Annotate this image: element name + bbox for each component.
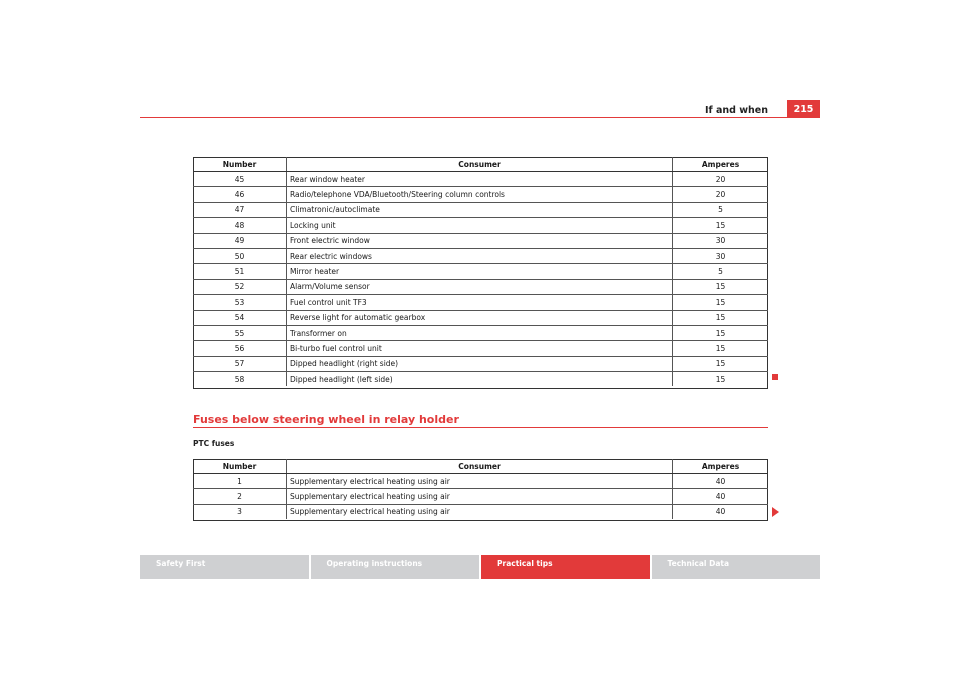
cell-number: 51 xyxy=(193,264,287,279)
footer-tab-operating-instructions[interactable]: Operating instructions xyxy=(311,555,480,579)
cell-amperes: 15 xyxy=(673,279,769,294)
cell-number: 1 xyxy=(193,474,287,489)
continue-arrow-icon xyxy=(772,507,779,517)
table-header-row xyxy=(193,157,768,172)
cell-number: 48 xyxy=(193,218,287,233)
sub-heading: PTC fuses xyxy=(193,439,235,448)
footer-tab-practical-tips[interactable]: Practical tips xyxy=(481,555,650,579)
cell-number: 55 xyxy=(193,325,287,340)
footer-tab-technical-data[interactable]: Technical Data xyxy=(652,555,821,579)
cell-consumer: Supplementary electrical heating using air xyxy=(287,489,673,504)
table-row xyxy=(193,372,768,387)
cell-consumer: Rear window heater xyxy=(287,172,673,187)
table-row xyxy=(193,264,768,279)
cell-number: 46 xyxy=(193,187,287,202)
cell-amperes: 20 xyxy=(673,172,769,187)
page-number: 215 xyxy=(787,100,820,118)
cell-consumer: Reverse light for automatic gearbox xyxy=(287,310,673,325)
table-row xyxy=(193,202,768,217)
section-rule xyxy=(193,427,768,428)
cell-amperes: 5 xyxy=(673,202,769,217)
column-header-amperes: Amperes xyxy=(673,459,769,474)
cell-consumer: Locking unit xyxy=(287,218,673,233)
cell-number: 58 xyxy=(234,374,245,384)
cell-amperes: 40 xyxy=(673,489,769,504)
cell-number: 54 xyxy=(193,310,287,325)
cell-amperes: 15 xyxy=(673,218,769,233)
fuse-table-1 xyxy=(193,157,768,386)
table-row xyxy=(193,172,768,187)
cell-number: 53 xyxy=(193,295,287,310)
cell-amperes: 15 xyxy=(715,374,726,384)
page-title: If and when xyxy=(704,105,768,116)
table-row xyxy=(193,474,768,489)
cell-number: 49 xyxy=(193,233,287,248)
cell-amperes: 20 xyxy=(673,187,769,202)
cell-consumer: Transformer on xyxy=(287,325,673,340)
cell-amperes: 30 xyxy=(673,248,769,263)
table-row xyxy=(193,489,768,504)
cell-number: 2 xyxy=(193,489,287,504)
cell-consumer: Supplementary electrical heating using air xyxy=(287,474,673,489)
cell-number: 50 xyxy=(193,248,287,263)
cell-number: 47 xyxy=(193,202,287,217)
cell-amperes: 15 xyxy=(673,295,769,310)
cell-number: 3 xyxy=(237,507,242,517)
cell-amperes: 15 xyxy=(673,310,769,325)
column-header-amperes: Amperes xyxy=(673,157,769,172)
cell-consumer: Bi-turbo fuel control unit xyxy=(287,341,673,356)
column-header-consumer: Consumer xyxy=(287,157,673,172)
cell-consumer: Alarm/Volume sensor xyxy=(287,279,673,294)
table-row xyxy=(193,325,768,340)
column-header-consumer: Consumer xyxy=(287,459,673,474)
cell-amperes: 5 xyxy=(673,264,769,279)
cell-number: 57 xyxy=(193,356,287,371)
cell-number: 56 xyxy=(193,341,287,356)
table-row xyxy=(193,504,768,519)
cell-consumer: Dipped headlight (right side) xyxy=(287,356,673,371)
cell-amperes: 15 xyxy=(673,325,769,340)
cell-consumer: Front electric window xyxy=(287,233,673,248)
cell-consumer: Supplementary electrical heating using air xyxy=(287,504,673,519)
table-row xyxy=(193,218,768,233)
footer-nav xyxy=(140,555,820,579)
cell-amperes: 40 xyxy=(673,474,769,489)
cell-consumer: Radio/telephone VDA/Bluetooth/Steering column controls xyxy=(287,187,673,202)
cell-amperes: 40 xyxy=(715,507,726,517)
cell-consumer: Rear electric windows xyxy=(287,248,673,263)
table-row xyxy=(193,310,768,325)
cell-consumer: Mirror heater xyxy=(287,264,673,279)
table-row xyxy=(193,187,768,202)
table-row xyxy=(193,341,768,356)
cell-amperes: 15 xyxy=(673,341,769,356)
cell-amperes: 15 xyxy=(673,356,769,371)
table-row xyxy=(193,233,768,248)
column-header-number: Number xyxy=(193,459,287,474)
section-heading: Fuses below steering wheel in relay holder xyxy=(193,413,459,426)
table-row xyxy=(193,295,768,310)
cell-number: 52 xyxy=(193,279,287,294)
table-row xyxy=(193,279,768,294)
table-row xyxy=(193,248,768,263)
header-rule xyxy=(140,117,820,118)
table-header-row xyxy=(193,459,768,474)
cell-consumer: Dipped headlight (left side) xyxy=(287,372,673,387)
cell-amperes: 30 xyxy=(673,233,769,248)
end-of-section-icon xyxy=(772,374,778,380)
cell-number: 45 xyxy=(193,172,287,187)
table-row xyxy=(193,356,768,371)
column-header-number: Number xyxy=(193,157,287,172)
footer-tab-safety-first[interactable]: Safety First xyxy=(140,555,309,579)
cell-consumer: Climatronic/autoclimate xyxy=(287,202,673,217)
fuse-table-2 xyxy=(193,459,768,519)
cell-consumer: Fuel control unit TF3 xyxy=(287,295,673,310)
